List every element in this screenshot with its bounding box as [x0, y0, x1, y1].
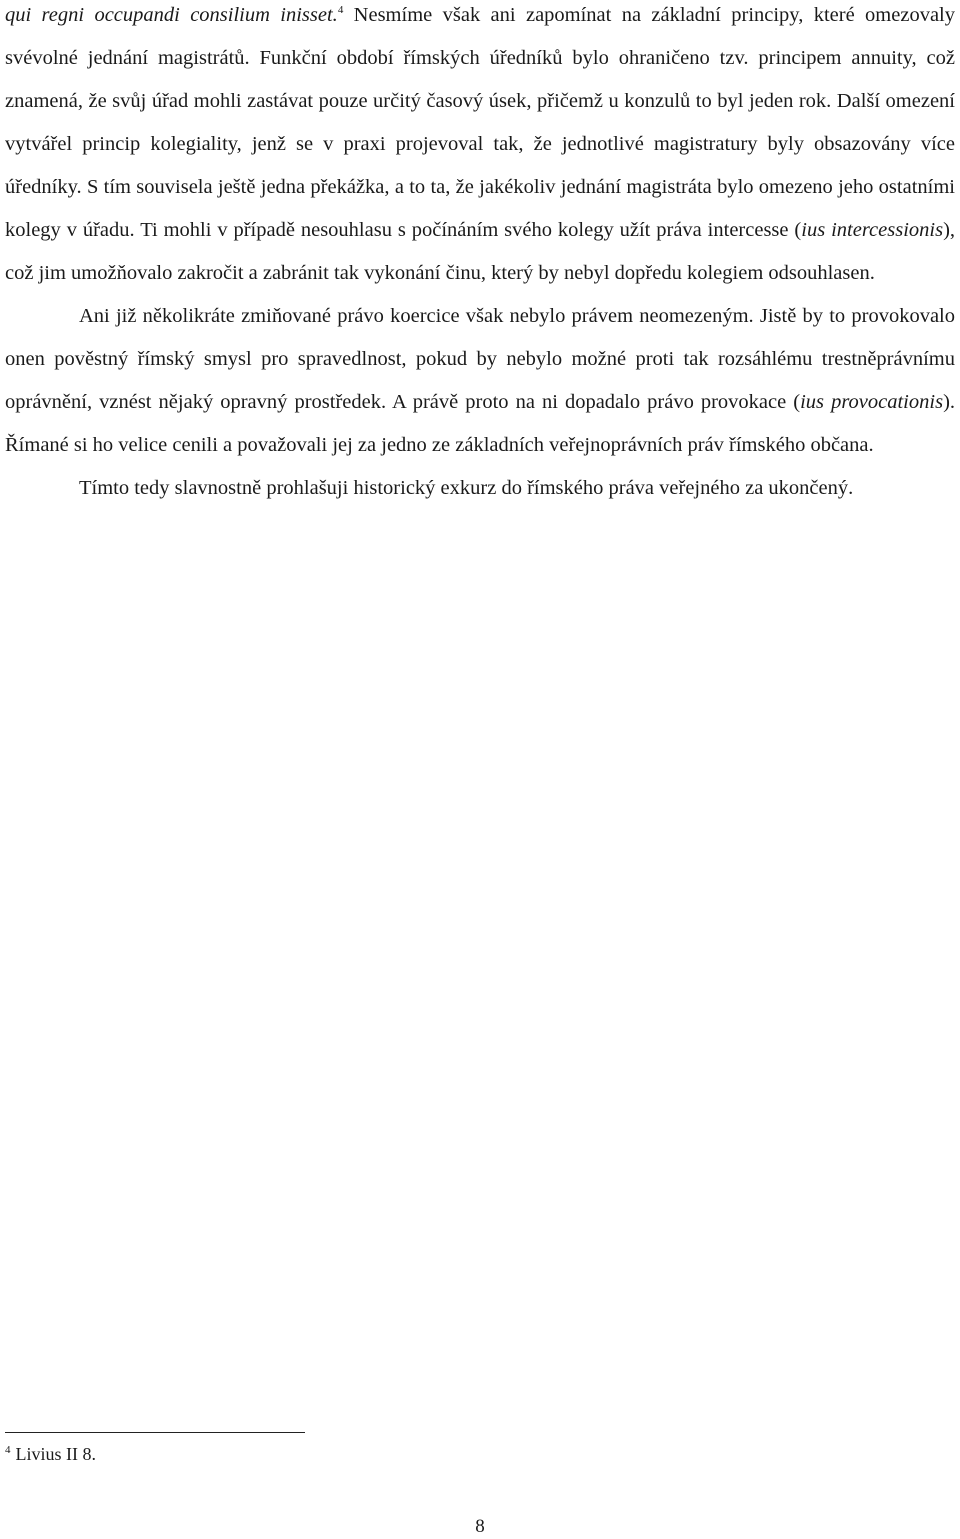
footnote: [5, 1442, 96, 1466]
footnote-divider: [5, 1432, 305, 1433]
paragraph-1: [5, 0, 955, 295]
footnote-reference[interactable]: 4: [337, 4, 344, 17]
footnote-number: 4: [5, 1444, 11, 1456]
paragraph-text: ). Římané si ho velice cenili a považovali jej za jedno ze základních veřejnoprávních práv římského občana.: [5, 391, 956, 456]
page-number: 8: [475, 1516, 485, 1537]
paragraph-text: Nesmíme však ani zapomínat na základní principy, které omezovaly svévolné jednání magistrátů. Funkční období římských úředníků bylo ohraničeno tzv. principem annuity, což znamená, že svůj úřad mohli zastávat pouze určitý časový úsek, přičemž u konzulů to byl jeden rok. Další omezení vytvářel princip kolegiality, jenž se v praxi projevoval tak, že jednotlivé magistratury byly obsazovány více úředníky. S tím souvisela ještě jedna překážka, a to ta, že jakékoliv jednání magistráta bylo omezeno jeho ostatními kolegy v úřadu. Ti mohli v případě nesouhlasu s počínáním svého kolegy užít práva intercesse (: [5, 4, 955, 241]
paragraph-text: Ani již několikráte zmiňované právo koercice však nebylo právem neomezeným. Jistě by to provokovalo onen pověstný římský smysl pro spravedlnost, pokud by nebylo možné proti tak rozsáhlému trestněprávnímu oprávnění, vznést nějaký opravný prostředek. A právě proto na ni dopadalo právo provokace (: [5, 305, 955, 413]
paragraph-text: Tímto tedy slavnostně prohlašuji historický exkurz do římského práva veřejného za ukončený.: [79, 477, 854, 499]
paragraph-2: [5, 295, 955, 467]
paragraph-3: [5, 467, 955, 510]
latin-term: ius provocationis: [800, 391, 944, 413]
latin-term: ius intercessionis: [801, 219, 944, 241]
document-page: [5, 0, 955, 510]
paragraph-text: ), což jim umožňovalo zakročit a zabránit tak vykonání činu, který by nebyl dopředu kolegiem odsouhlasen.: [5, 219, 956, 284]
footnote-text: Livius II 8.: [15, 1444, 96, 1464]
latin-quote: qui regni occupandi consilium inisset.: [5, 4, 338, 26]
